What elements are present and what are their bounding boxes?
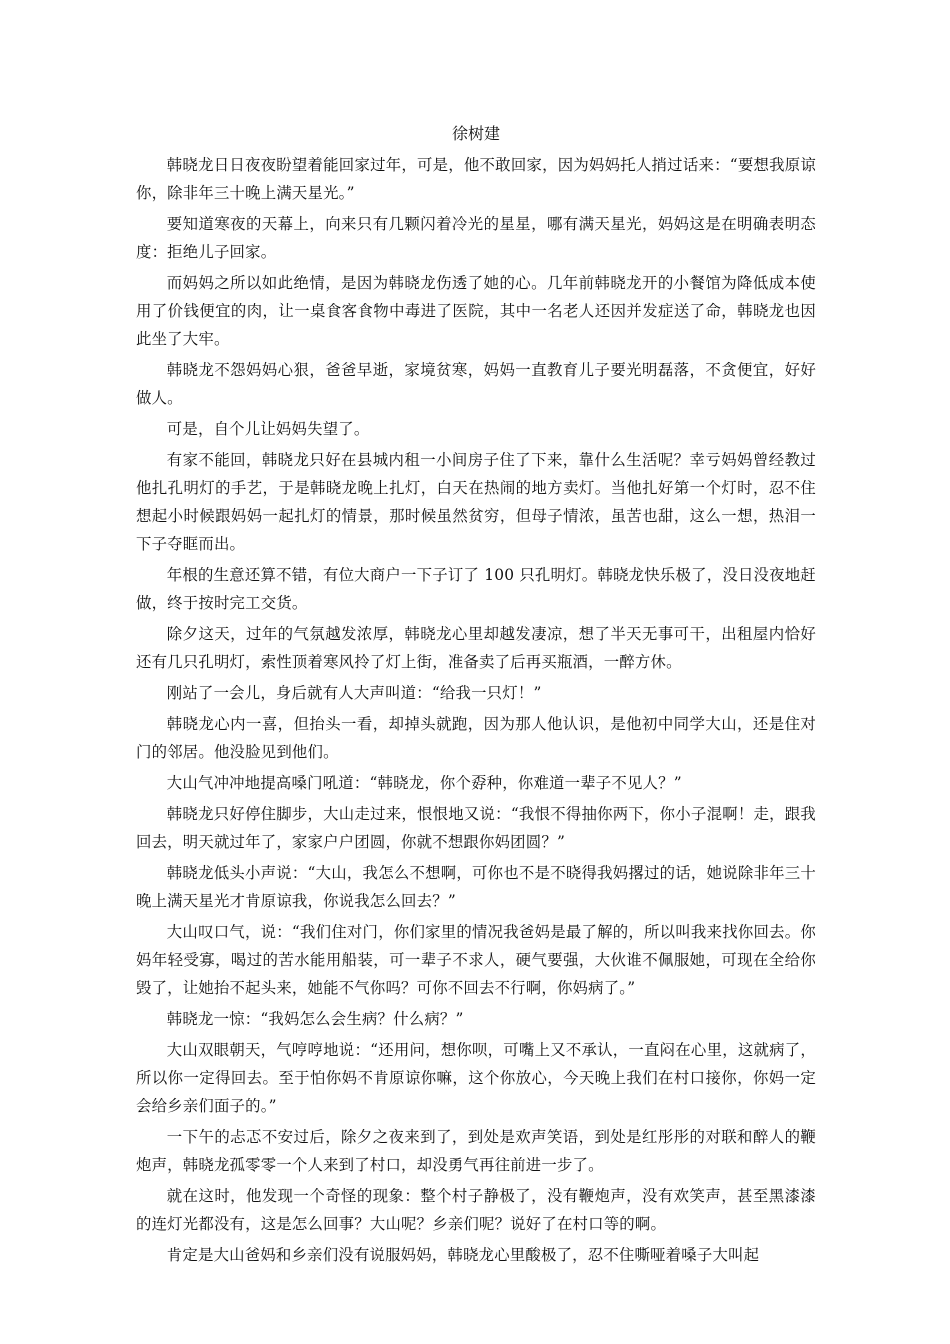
paragraph: 韩晓龙心内一喜，但抬头一看，却掉头就跑，因为那人他认识，是他初中同学大山，还是住对门的邻居。他没脸见到他们。 (136, 715, 816, 761)
paragraph: 有家不能回，韩晓龙只好在县城内租一小间房子住了下来，靠什么生活呢？幸亏妈妈曾经教过他扎孔明灯的手艺，于是韩晓龙晚上扎灯，白天在热闹的地方卖灯。当他扎好第一个灯时，忍不住想起小时候跟妈妈一起扎灯的情景，那时候虽然贫穷，但母子情浓，虽苦也甜，这么一想，热泪一下子夺眶而出。 (136, 451, 816, 553)
paragraph: 韩晓龙日日夜夜盼望着能回家过年，可是，他不敢回家，因为妈妈托人捎过话来：“要想我原谅你，除非年三十晚上满天星光。” (136, 156, 816, 202)
author-name: 徐树建 (451, 124, 500, 143)
paragraph: 韩晓龙不怨妈妈心狠，爸爸早逝，家境贫寒，妈妈一直教育儿子要光明磊落，不贪便宜，好好做人。 (136, 361, 816, 407)
paragraph: 就在这时，他发现一个奇怪的现象：整个村子静极了，没有鞭炮声，没有欢笑声，甚至黑漆漆的连灯光都没有，这是怎么回事？大山呢？乡亲们呢？说好了在村口等的啊。 (136, 1187, 816, 1233)
paragraph: 可是，自个儿让妈妈失望了。 (166, 420, 370, 438)
paragraph: 要知道寒夜的天幕上，向来只有几颗闪着冷光的星星，哪有满天星光，妈妈这是在明确表明态度：拒绝儿子回家。 (136, 215, 816, 261)
paragraph: 刚站了一会儿，身后就有人大声叫道：“给我一只灯！” (166, 684, 542, 702)
paragraph: 大山气冲冲地提高嗓门吼道：“韩晓龙，你个孬种，你难道一辈子不见人？” (166, 774, 682, 792)
paragraph: 一下午的忐忑不安过后，除夕之夜来到了，到处是欢声笑语，到处是红彤彤的对联和醉人的鞭炮声，韩晓龙孤零零一个人来到了村口，却没勇气再往前进一步了。 (136, 1128, 816, 1174)
paragraph: 大山叹口气，说：“我们住对门，你们家里的情况我爸妈是最了解的，所以叫我来找你回去。你妈年轻受寡，喝过的苦水能用船装，可一辈子不求人，硬气要强，大伙谁不佩服她，可现在全给你毁了，让她抬不起头来，她能不气你吗？可你不回去不行啊，你妈病了。” (136, 923, 816, 997)
paragraph: 肯定是大山爸妈和乡亲们没有说服妈妈，韩晓龙心里酸极了，忍不住嘶哑着嗓子大叫起 (166, 1246, 760, 1264)
paragraph: 韩晓龙只好停住脚步，大山走过来，恨恨地又说：“我恨不得抽你两下，你小子混啊！走，跟我回去，明天就过年了，家家户户团圆，你就不想跟你妈团圆？” (136, 805, 816, 851)
paragraph: 年根的生意还算不错，有位大商户一下子订了 100 只孔明灯。韩晓龙快乐极了，没日没夜地赶做，终于按时完工交货。 (136, 566, 816, 612)
paragraph: 韩晓龙低头小声说：“大山，我怎么不想啊，可你也不是不晓得我妈撂过的话，她说除非年三十晚上满天星光才肯原谅我，你说我怎么回去？” (136, 864, 816, 910)
paragraph: 除夕这天，过年的气氛越发浓厚，韩晓龙心里却越发凄凉，想了半天无事可干，出租屋内恰好还有几只孔明灯，索性顶着寒风拎了灯上街，准备卖了后再买瓶酒，一醉方休。 (136, 625, 816, 671)
paragraph: 而妈妈之所以如此绝情，是因为韩晓龙伤透了她的心。几年前韩晓龙开的小餐馆为降低成本使用了价钱便宜的肉，让一桌食客食物中毒进了医院，其中一名老人还因并发症送了命，韩晓龙也因此坐了大牢。 (136, 274, 816, 348)
document-page (136, 120, 816, 1272)
paragraph: 大山双眼朝天，气哼哼地说：“还用问，想你呗，可嘴上又不承认，一直闷在心里，这就病了，所以你一定得回去。至于怕你妈不肯原谅你嘛，这个你放心，今天晚上我们在村口接你，你妈一定会给乡亲们面子的。” (136, 1041, 816, 1115)
paragraph: 韩晓龙一惊：“我妈怎么会生病？什么病？” (166, 1010, 464, 1028)
